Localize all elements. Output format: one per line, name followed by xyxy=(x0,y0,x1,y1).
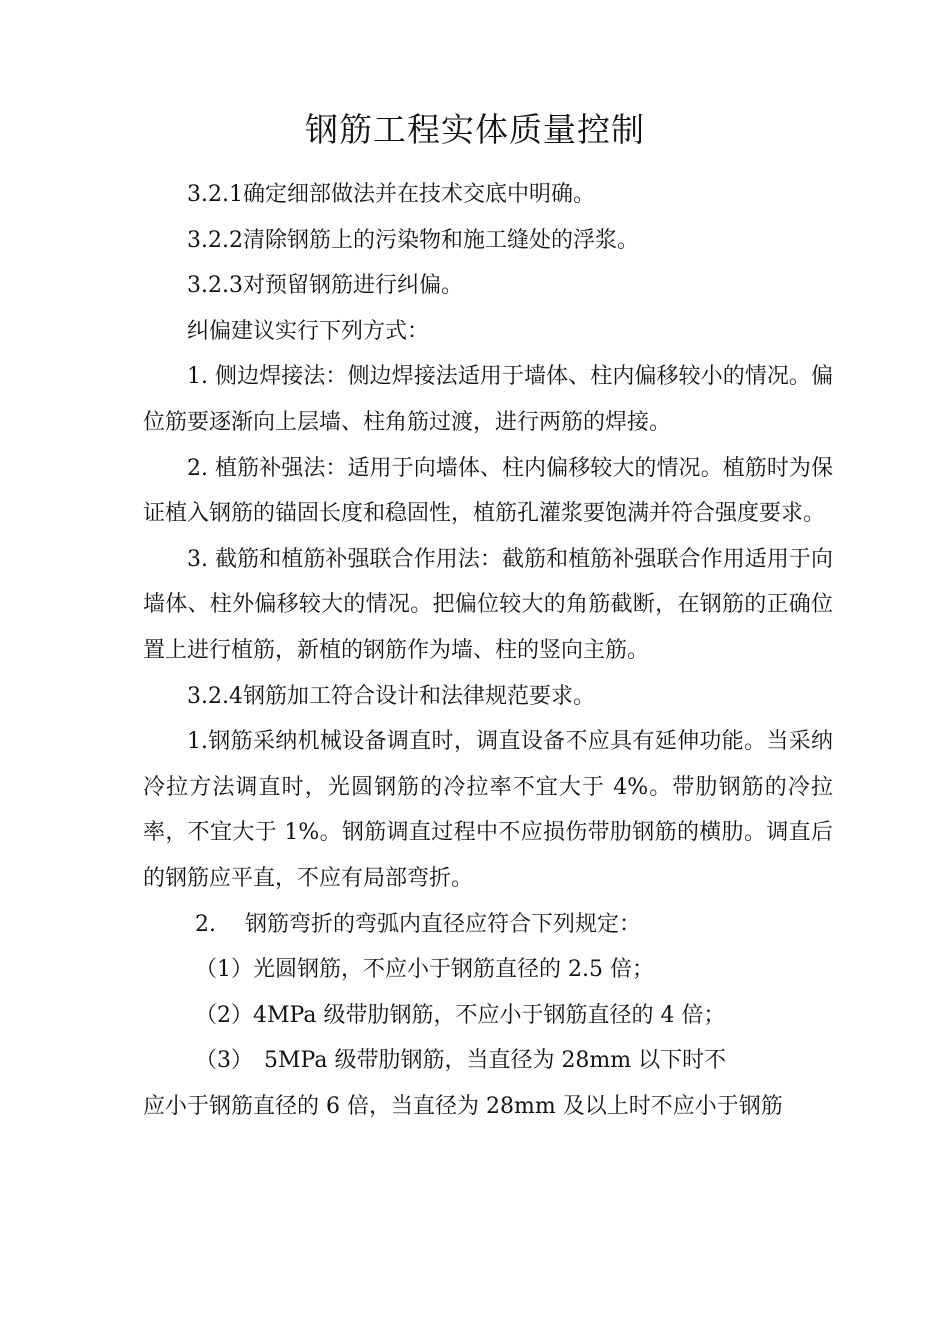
document-body xyxy=(143,172,833,1129)
paragraph-rebar-planting: 2. 植筋补强法：适用于向墙体、柱内偏移较大的情况。植筋时为保证植入钢筋的锚固长度和稳固性，植筋孔灌浆要饱满并符合强度要求。 xyxy=(143,455,833,527)
paragraph-rule-1: （1）光圆钢筋，不应小于钢筋直径的 2.5 倍； xyxy=(195,957,654,983)
paragraph-correction-methods: 纠偏建议实行下列方式： xyxy=(187,318,430,344)
document-title: 钢筋工程实体质量控制 xyxy=(305,110,645,149)
paragraph-combined-method: 3. 截筋和植筋补强联合作用法：截筋和植筋补强联合作用适用于向墙体、柱外偏移较大的情况。把偏位较大的角筋截断，在钢筋的正确位置上进行植筋，新植的钢筋作为墙、柱的竖向主筋。 xyxy=(143,546,833,663)
paragraph-3-2-2: 3.2.2清除钢筋上的污染物和施工缝处的浮浆。 xyxy=(187,227,639,253)
paragraph-side-welding: 1. 侧边焊接法：侧边焊接法适用于墙体、柱内偏移较小的情况。偏位筋要逐渐向上层墙、柱角筋过渡，进行两筋的焊接。 xyxy=(143,364,833,435)
paragraph-bending-rules: 2. 钢筋弯折的弯弧内直径应符合下列规定： xyxy=(195,911,641,937)
paragraph-3-2-3: 3.2.3对预留钢筋进行纠偏。 xyxy=(187,273,463,299)
paragraph-3-2-1: 3.2.1确定细部做法并在技术交底中明确。 xyxy=(187,182,595,207)
paragraph-rule-2: （2）4MPa 级带肋钢筋，不应小于钢筋直径的 4 倍； xyxy=(195,1002,726,1028)
paragraph-straightening: 1.钢筋采纳机械设备调直时，调直设备不应具有延伸功能。当采纳冷拉方法调直时，光圆钢筋的冷拉率不宜大于 4%。带肋钢筋的冷拉率，不宜大于 1%。钢筋调直过程中不应损伤带肋钢筋的横肋。调直后的钢筋应平直，不应有局部弯折。 xyxy=(143,729,833,891)
paragraph-rule-3-continued: 应小于钢筋直径的 6 倍，当直径为 28mm 及以上时不应小于钢筋 xyxy=(143,1093,783,1119)
paragraph-3-2-4: 3.2.4钢筋加工符合设计和法律规范要求。 xyxy=(187,683,595,709)
paragraph-rule-3: （3） 5MPa 级带肋钢筋，当直径为 28mm 以下时不 xyxy=(195,1048,727,1074)
